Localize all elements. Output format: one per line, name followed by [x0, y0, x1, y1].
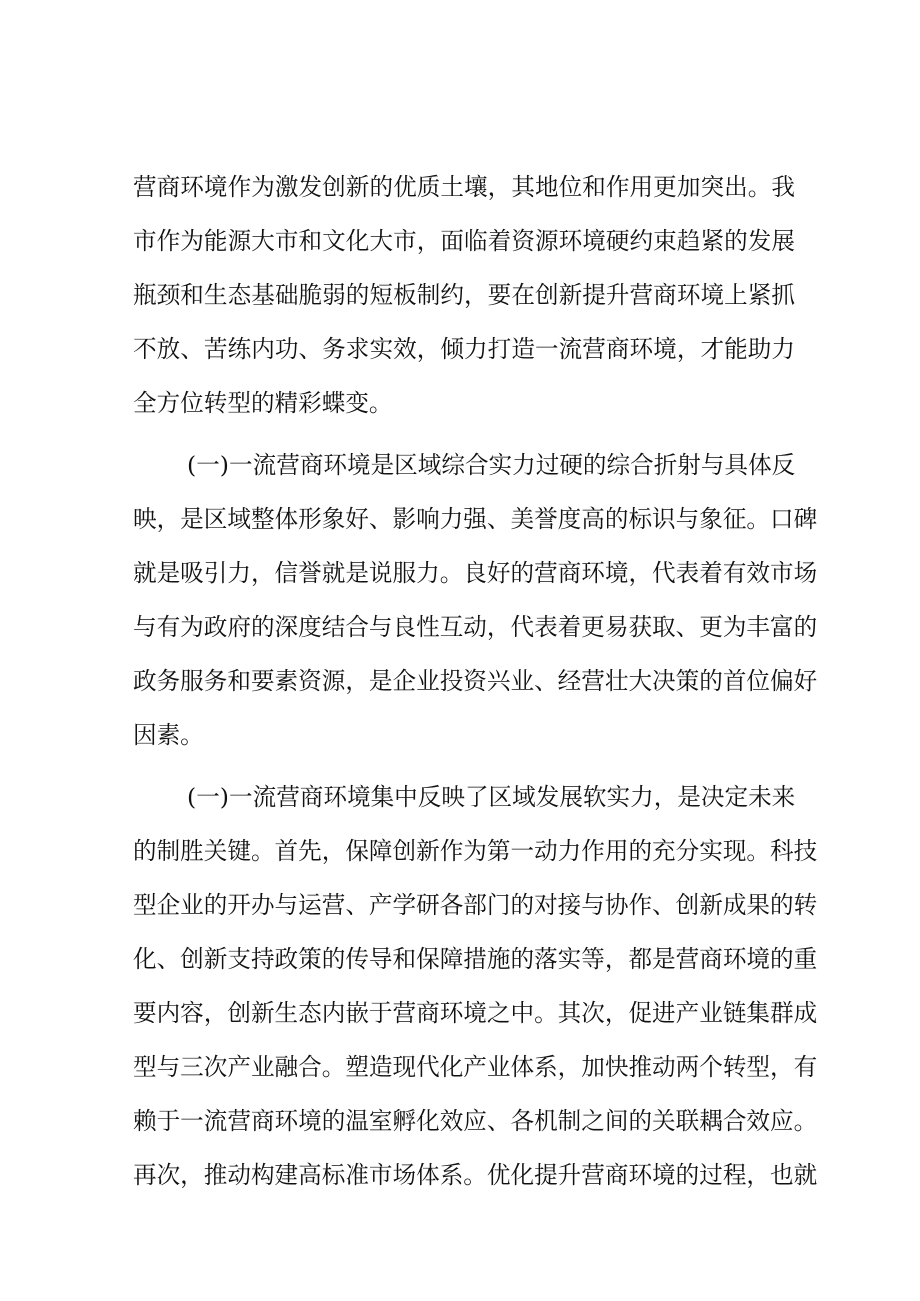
text-line: 瓶颈和生态基础脆弱的短板制约，要在创新提升营商环境上紧抓: [133, 281, 795, 309]
text-line: 营商环境作为激发创新的优质土壤，其地位和作用更加突出。我: [133, 173, 795, 201]
text-line: 就是吸引力，信誉就是说服力。良好的营商环境，代表着有效市场: [133, 559, 818, 587]
text-line: 因素。: [133, 721, 204, 749]
text-line: 化、创新支持政策的传导和保障措施的落实等，都是营商环境的重: [133, 945, 818, 973]
text-line: 全方位转型的精彩蝶变。: [133, 389, 393, 417]
text-line: (一)一流营商环境是区域综合实力过硬的综合折射与具体反: [187, 451, 796, 479]
text-line: 的制胜关键。首先，保障创新作为第一动力作用的充分实现。科技: [133, 837, 818, 865]
text-line: 与有为政府的深度结合与良性互动，代表着更易获取、更为丰富的: [133, 613, 818, 641]
text-line: 再次，推动构建高标准市场体系。优化提升营商环境的过程，也就: [133, 1161, 818, 1189]
text-line: 型与三次产业融合。塑造现代化产业体系，加快推动两个转型，有: [133, 1053, 818, 1081]
text-line: 市作为能源大市和文化大市，面临着资源环境硬约束趋紧的发展: [133, 227, 795, 255]
text-line: 赖于一流营商环境的温室孵化效应、各机制之间的关联耦合效应。: [133, 1107, 818, 1135]
text-line: 政务服务和要素资源，是企业投资兴业、经营壮大决策的首位偏好: [133, 667, 818, 695]
text-line: 型企业的开办与运营、产学研各部门的对接与协作、创新成果的转: [133, 891, 818, 919]
text-line: 不放、苦练内功、务求实效，倾力打造一流营商环境，才能助力: [133, 335, 795, 363]
text-line: 要内容，创新生态内嵌于营商环境之中。其次，促进产业链集群成: [133, 999, 818, 1027]
text-line: 映，是区域整体形象好、影响力强、美誉度高的标识与象征。口碑: [133, 505, 818, 533]
text-line: (一)一流营商环境集中反映了区域发展软实力，是决定未来: [187, 783, 796, 811]
